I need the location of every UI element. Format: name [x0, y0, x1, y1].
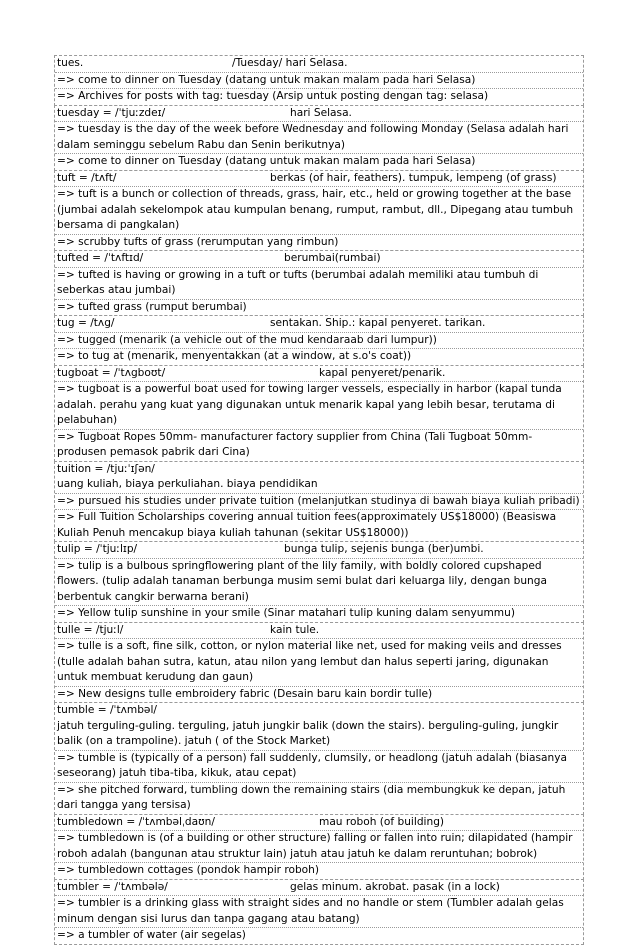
entry-gloss: bunga tulip, sejenis bunga (ber)umbi.	[284, 543, 484, 555]
entry-headline	[55, 703, 583, 751]
dictionary-document	[54, 56, 584, 945]
entry-example-line: => New designs tulle embroidery fabric (Desain baru kain bordir tulle)	[57, 687, 433, 700]
entry-example-line: => tumbledown is (of a building or other structure) falling or fallen into ruin; dilapidated (hampir roboh adalah (bangunan atau struktur lain) jatuh atau jatuh ke dalam reruntuhan; bobrok)	[55, 831, 583, 863]
entry-example-line: => tugged (menarik (a vehicle out of the mud kendaraab dari lumpur))	[55, 333, 583, 350]
entry-headline	[55, 623, 583, 640]
entry-gloss: /Tuesday/ hari Selasa.	[232, 57, 348, 69]
entry-headword: tulip = /ˈtjuːlɪp/	[57, 543, 138, 555]
entry-block	[54, 461, 584, 543]
entry-gloss: kain tule.	[270, 623, 320, 636]
entry-example-line: => a tumbler of water (air segelas)	[57, 929, 246, 941]
entry-example-line: => Yellow tulip sunshine in your smile (Sinar matahari tulip kuning dalam senyummu)	[57, 607, 515, 619]
entry-block	[54, 879, 584, 945]
entry-headline	[55, 462, 583, 494]
entry-headline	[55, 106, 583, 123]
entry-example-line: => tuft is a bunch or collection of threads, grass, hair, etc., held or growing together at the base (jumbai adalah sekelompok atau kumpulan benang, rumput, rambut, dll., Dipegang atau tumbuh bersama di pangkalan)	[55, 187, 583, 235]
entry-example-line: => tufted grass (rumput berumbai)	[57, 300, 247, 313]
entry-headword: tuft = /tʌft/	[57, 171, 117, 184]
entry-block	[54, 170, 584, 252]
entry-headword: tufted = /ˈtʌftɪd/	[57, 252, 144, 264]
entry-example-line: => come to dinner on Tuesday (datang untuk makan malam pada hari Selasa)	[55, 73, 583, 90]
entry-headword: tuesday = /ˈtjuːzdeɪ/	[57, 106, 166, 119]
entry-example-line: => pursued his studies under private tuition (melanjutkan studinya di bawah biaya kuliah pribadi)	[55, 494, 583, 511]
entry-block	[54, 365, 584, 462]
entry-gloss: sentakan. Ship.: kapal penyeret. tarikan.	[270, 317, 486, 329]
entry-example-line: => she pitched forward, tumbling down the remaining stairs (dia membungkuk ke depan, jatuh dari tangga yang tersisa)	[57, 783, 566, 811]
entry-block	[54, 55, 584, 106]
entry-block	[54, 814, 584, 880]
entry-gloss: berumbai(rumbai)	[284, 252, 381, 264]
entry-headword: tumble = /ˈtʌmbəl/	[57, 704, 157, 716]
entry-gloss: kapal penyeret/penarik.	[319, 366, 446, 379]
entry-example-line: => come to dinner on Tuesday (datang untuk makan malam pada hari Selasa)	[57, 155, 476, 167]
entry-gloss: uang kuliah, biaya perkuliahan. biaya pendidikan	[57, 478, 318, 490]
entry-headword: tumbledown = /ˈtʌmbəlˌdaʊn/	[57, 815, 215, 828]
entry-gloss: gelas minum. akrobat. pasak (in a lock)	[290, 880, 500, 893]
entry-example-line: => Tugboat Ropes 50mm- manufacturer factory supplier from China (Tali Tugboat 50mm- produsen pemasok pabrik dari Cina)	[57, 430, 533, 458]
entry-headline	[55, 880, 583, 897]
entry-example-line: => Full Tuition Scholarships covering annual tuition fees(approximately US$18000) (Beasiswa Kuliah Penuh mencakup biaya kuliah tahunan (sekitar US$18000))	[57, 511, 557, 539]
entry-headline	[55, 251, 583, 268]
entry-example-line: => tufted is having or growing in a tuft or tufts (berumbai adalah memiliki atau tumbuh di seberkas atau jumbai)	[55, 268, 583, 300]
entry-headword: tuition = /tjuːˈɪʃən/	[57, 462, 155, 475]
entry-gloss: hari Selasa.	[290, 106, 352, 119]
entry-headline	[55, 171, 583, 188]
entry-example-line: => tulip is a bulbous springflowering plant of the lily family, with boldly colored cupshaped flowers. (tulip adalah tanaman berbunga musim semi bulat dari keluarga lily, dengan bunga berbentuk cangkir berwarna berani)	[55, 559, 583, 607]
entry-example-line: => scrubby tufts of grass (rerumputan yang rimbun)	[57, 235, 339, 248]
entry-gloss: jatuh terguling-guling. terguling, jatuh jungkir balik (down the stairs). berguling-guling, jungkir balik (on a trampoline). jatuh ( of the Stock Market)	[57, 719, 559, 747]
entry-gloss: berkas (of hair, feathers). tumpuk, lempeng (of grass)	[270, 171, 557, 184]
entry-block	[54, 702, 584, 815]
entry-headline	[55, 316, 583, 333]
entry-headword: tug = /tʌg/	[57, 317, 115, 329]
entry-headline	[55, 56, 583, 73]
entry-headline	[55, 815, 583, 832]
entry-block	[54, 250, 584, 316]
entry-example-line: => tumbler is a drinking glass with straight sides and no handle or stem (Tumbler adalah gelas minum dengan sisi lurus dan tanpa gagang atau batang)	[55, 896, 583, 928]
entry-headline	[55, 366, 583, 383]
entry-block	[54, 541, 584, 623]
entry-example-line: => tulle is a soft, fine silk, cotton, or nylon material like net, used for making veils and dresses (tulle adalah bahan sutra, katun, atau nilon yang lembut dan halus seperti jaring, digunakan untuk membuat kerudung dan gaun)	[55, 639, 583, 687]
entry-headword: tumbler = /ˈtʌmbələ/	[57, 880, 168, 893]
entry-headword: tues.	[57, 57, 84, 69]
entry-headline	[55, 542, 583, 559]
entry-example-line: => tumbledown cottages (pondok hampir roboh)	[57, 864, 320, 876]
entry-example-line: => to tug at (menarik, menyentakkan (at a window, at s.o's coat))	[57, 350, 412, 362]
entry-example-line: => tugboat is a powerful boat used for towing larger vessels, especially in harbor (kapal tunda adalah. perahu yang kuat yang digunakan untuk menarik kapal yang lebih besar, terutama di pelabuhan)	[55, 382, 583, 430]
entry-headword: tugboat = /ˈtʌgboʊt/	[57, 366, 166, 379]
entry-headword: tulle = /tjuːl/	[57, 623, 124, 636]
entry-block	[54, 622, 584, 704]
entry-example-line: => Archives for posts with tag: tuesday (Arsip untuk posting dengan tag: selasa)	[57, 90, 489, 102]
entry-block	[54, 105, 584, 171]
entry-example-line: => tumble is (typically of a person) fall suddenly, clumsily, or headlong (jatuh adalah (biasanya seseorang) jatuh tiba-tiba, kikuk, atau cepat)	[55, 751, 583, 783]
entry-block	[54, 315, 584, 366]
entry-example-line: => tuesday is the day of the week before Wednesday and following Monday (Selasa adalah hari dalam seminggu sebelum Rabu dan Senin berikutnya)	[55, 122, 583, 154]
entry-gloss: mau roboh (of building)	[319, 815, 445, 828]
